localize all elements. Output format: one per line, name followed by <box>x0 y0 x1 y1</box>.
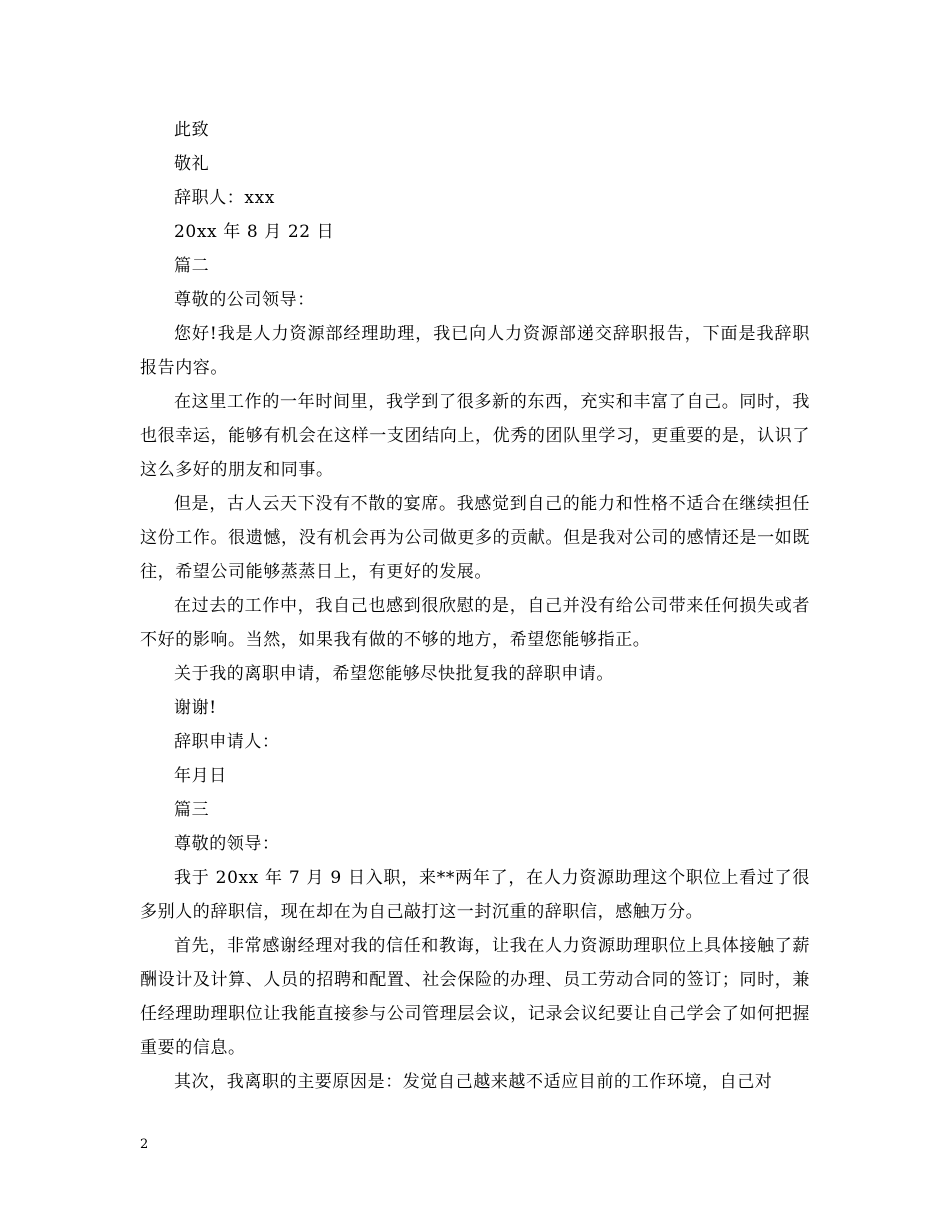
greeting-line: 尊敬的领导： <box>174 834 280 854</box>
applicant-line: 辞职申请人： <box>174 732 280 752</box>
section-heading: 篇三 <box>174 800 210 820</box>
body-paragraph: 在这里工作的一年时间里，我学到了很多新的东西，充实和丰富了自己。同时，我也很幸运，能够有机会在这样一支团结向上，优秀的团队里学习，更重要的是，认识了这么多好的朋友和同事。 <box>140 392 810 480</box>
section-heading: 篇二 <box>174 256 210 276</box>
body-paragraph: 但是，古人云天下没有不散的宴席。我感觉到自己的能力和性格不适合在继续担任这份工作。很遗憾，没有机会再为公司做更多的贡献。但是我对公司的感情还是一如既往，希望公司能够蒸蒸日上，有更好的发展。 <box>140 494 810 582</box>
body-paragraph: 关于我的离职申请，希望您能够尽快批复我的辞职申请。 <box>174 664 614 684</box>
body-paragraph: 您好!我是人力资源部经理助理，我已向人力资源部递交辞职报告，下面是我辞职报告内容。 <box>140 324 810 378</box>
page-number: 2 <box>140 1137 149 1152</box>
body-paragraph: 首先，非常感谢经理对我的信任和教诲，让我在人力资源助理职位上具体接触了薪酬设计及计算、人员的招聘和配置、社会保险的办理、员工劳动合同的签订；同时，兼任经理助理职位让我能直接参与公司管理层会议，记录会议纪要让自己学会了如何把握重要的信息。 <box>140 936 810 1058</box>
signer-line: 辞职人：xxx <box>174 188 275 208</box>
body-paragraph: 在过去的工作中，我自己也感到很欣慰的是，自己并没有给公司带来任何损失或者不好的影响。当然，如果我有做的不够的地方，希望您能够指正。 <box>140 596 810 650</box>
greeting-line: 尊敬的公司领导： <box>174 290 315 310</box>
document-body <box>140 113 810 1099</box>
closing-line: 此致 <box>174 120 210 140</box>
salutation-line: 敬礼 <box>174 154 210 174</box>
body-paragraph: 我于 20xx 年 7 月 9 日入职，来**两年了，在人力资源助理这个职位上看过了很多别人的辞职信，现在却在为自己敲打这一封沉重的辞职信，感触万分。 <box>140 868 810 922</box>
date-line: 20xx 年 8 月 22 日 <box>174 222 335 242</box>
date-line: 年月日 <box>174 766 227 786</box>
body-paragraph: 其次，我离职的主要原因是：发觉自己越来越不适应目前的工作环境，自己对 <box>174 1072 773 1092</box>
thanks-line: 谢谢! <box>174 698 217 718</box>
